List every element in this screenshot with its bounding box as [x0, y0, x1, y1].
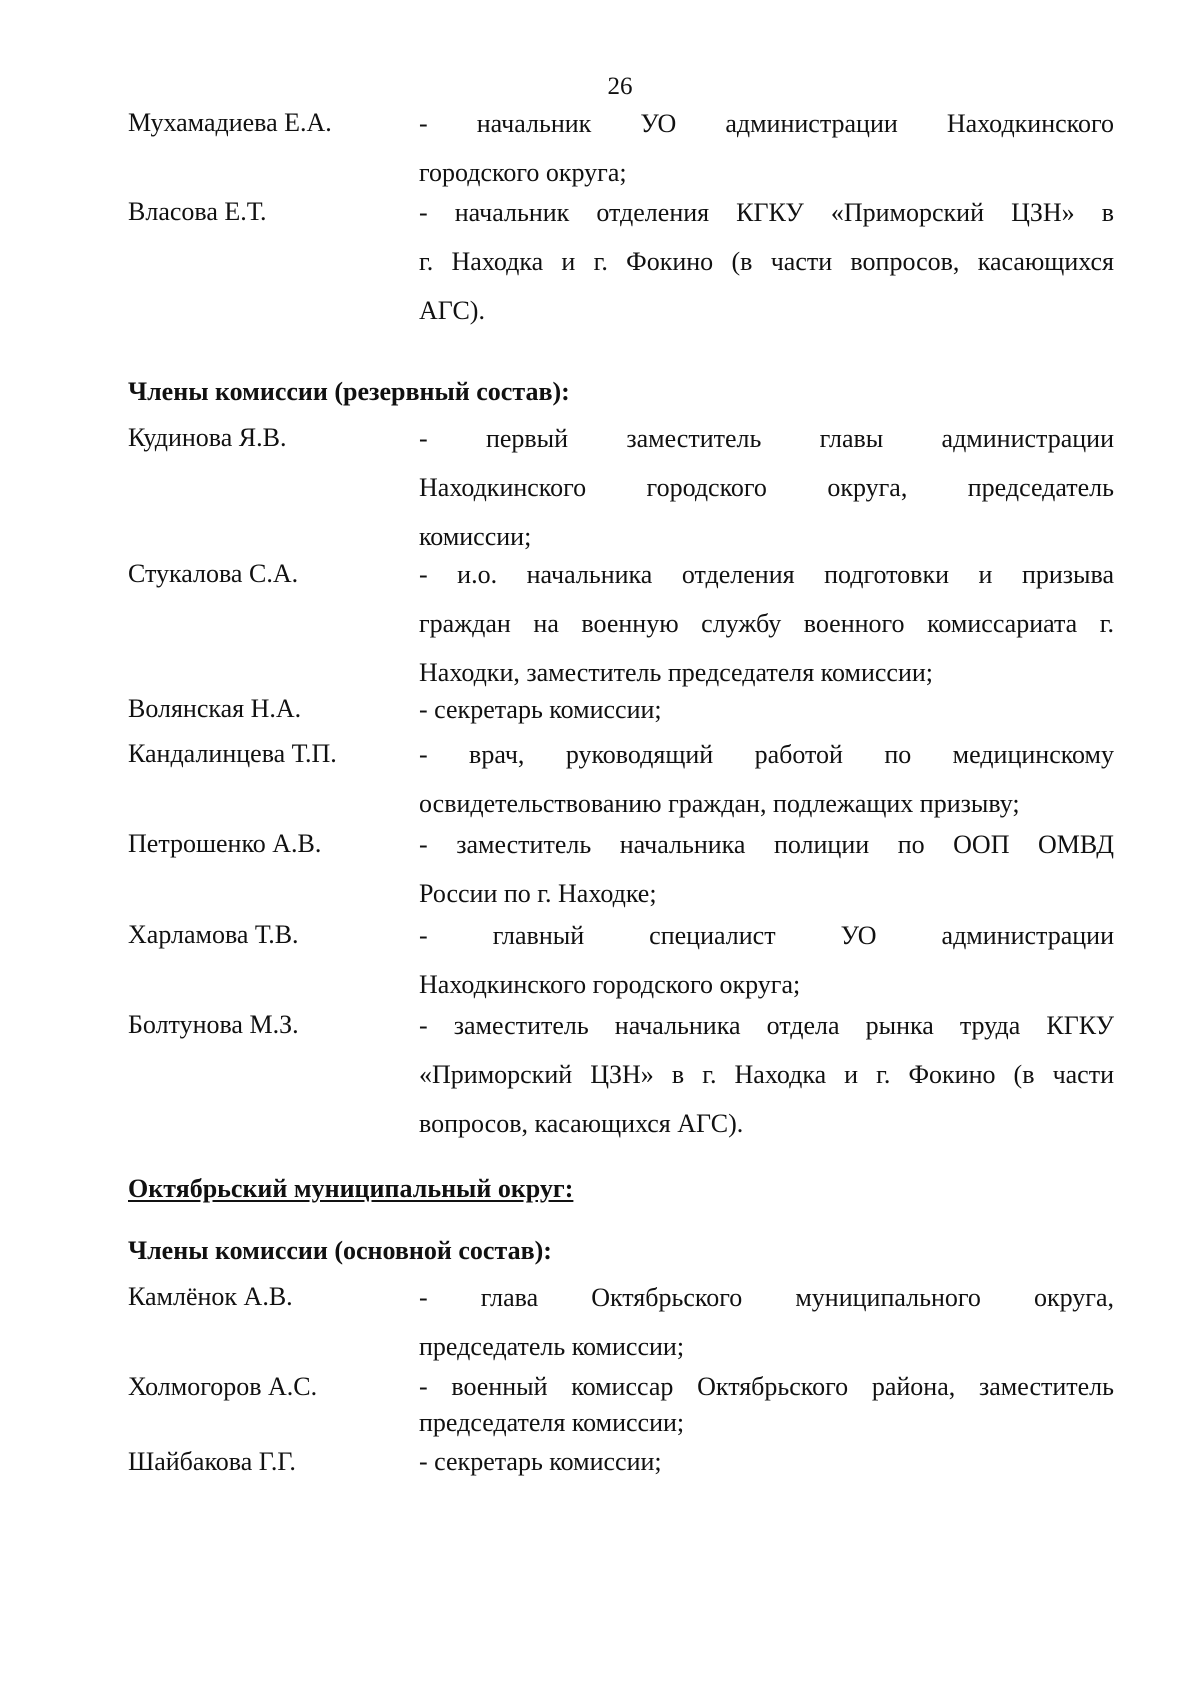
member-role-line: председателя комиссии;: [419, 1408, 685, 1437]
member-role-line: - глава Октябрьского муниципального округа,: [419, 1283, 1114, 1312]
member-role-line: г. Находка и г. Фокино (в части вопросов, касающихся: [419, 247, 1114, 276]
member-name: Стукалова С.А.: [128, 559, 299, 588]
member-role: [419, 911, 1114, 1009]
member-role-line: - секретарь комиссии;: [419, 695, 662, 724]
member-role-line: - первый заместитель главы администрации: [419, 424, 1114, 453]
member-role-line: - начальник УО администрации Находкинского: [419, 109, 1114, 138]
member-name: Холмогоров А.С.: [128, 1372, 318, 1401]
member-role: [419, 414, 1114, 561]
member-role-line: - и.о. начальника отделения подготовки и призыва: [419, 560, 1114, 589]
member-role-line: председатель комиссии;: [419, 1332, 685, 1361]
member-role-line: городского округа;: [419, 158, 627, 187]
member-role-line: граждан на военную службу военного комиссариата г.: [419, 609, 1114, 638]
member-name: Болтунова М.З.: [128, 1010, 299, 1039]
member-name: Шайбакова Г.Г.: [128, 1447, 296, 1476]
section-heading-reserve: Члены комиссии (резервный состав):: [128, 377, 570, 406]
member-role-line: Находки, заместитель председателя комиссии;: [419, 658, 933, 687]
member-role: [419, 550, 1114, 697]
member-role-line: - секретарь комиссии;: [419, 1447, 662, 1476]
member-role-line: - заместитель начальника отдела рынка труда КГКУ: [419, 1011, 1114, 1040]
member-name: Кандалинцева Т.П.: [128, 739, 337, 768]
member-name: Власова Е.Т.: [128, 197, 267, 226]
member-role: [419, 1369, 1114, 1441]
member-role-line: освидетельствованию граждан, подлежащих призыву;: [419, 789, 1020, 818]
member-role: [419, 685, 1114, 734]
member-role: [419, 1273, 1114, 1371]
member-role-line: России по г. Находке;: [419, 879, 657, 908]
member-role-line: вопросов, касающихся АГС).: [419, 1109, 744, 1138]
member-name: Волянская Н.А.: [128, 694, 302, 723]
page-number: 26: [607, 73, 633, 100]
member-name: Камлёнок А.В.: [128, 1282, 293, 1311]
member-role-line: АГС).: [419, 296, 485, 325]
member-name: Кудинова Я.В.: [128, 423, 287, 452]
member-name: Харламова Т.В.: [128, 920, 299, 949]
member-role-line: «Приморский ЦЗН» в г. Находка и г. Фокино (в части: [419, 1060, 1114, 1089]
member-role-line: Находкинского городского округа;: [419, 970, 801, 999]
member-role-line: - начальник отделения КГКУ «Приморский ЦЗН» в: [419, 198, 1114, 227]
member-role-line: Находкинского городского округа, председатель: [419, 473, 1114, 502]
member-role-line: - врач, руководящий работой по медицинскому: [419, 740, 1114, 769]
district-title: Октябрьский муниципальный округ:: [128, 1174, 574, 1203]
member-role: [419, 730, 1114, 828]
member-name: Петрошенко А.В.: [128, 829, 322, 858]
member-role: [419, 1001, 1114, 1148]
member-role: [419, 820, 1114, 918]
member-role: [419, 188, 1114, 335]
member-name: Мухамадиева Е.А.: [128, 108, 332, 137]
member-role-line: - главный специалист УО администрации: [419, 921, 1114, 950]
section-heading-main: Члены комиссии (основной состав):: [128, 1236, 552, 1265]
member-role: [419, 99, 1114, 197]
member-role: [419, 1447, 1114, 1477]
member-role-line: - военный комиссар Октябрьского района, заместитель: [419, 1372, 1114, 1401]
member-role-line: - заместитель начальника полиции по ООП ОМВД: [419, 830, 1114, 859]
member-role-line: комиссии;: [419, 522, 532, 551]
